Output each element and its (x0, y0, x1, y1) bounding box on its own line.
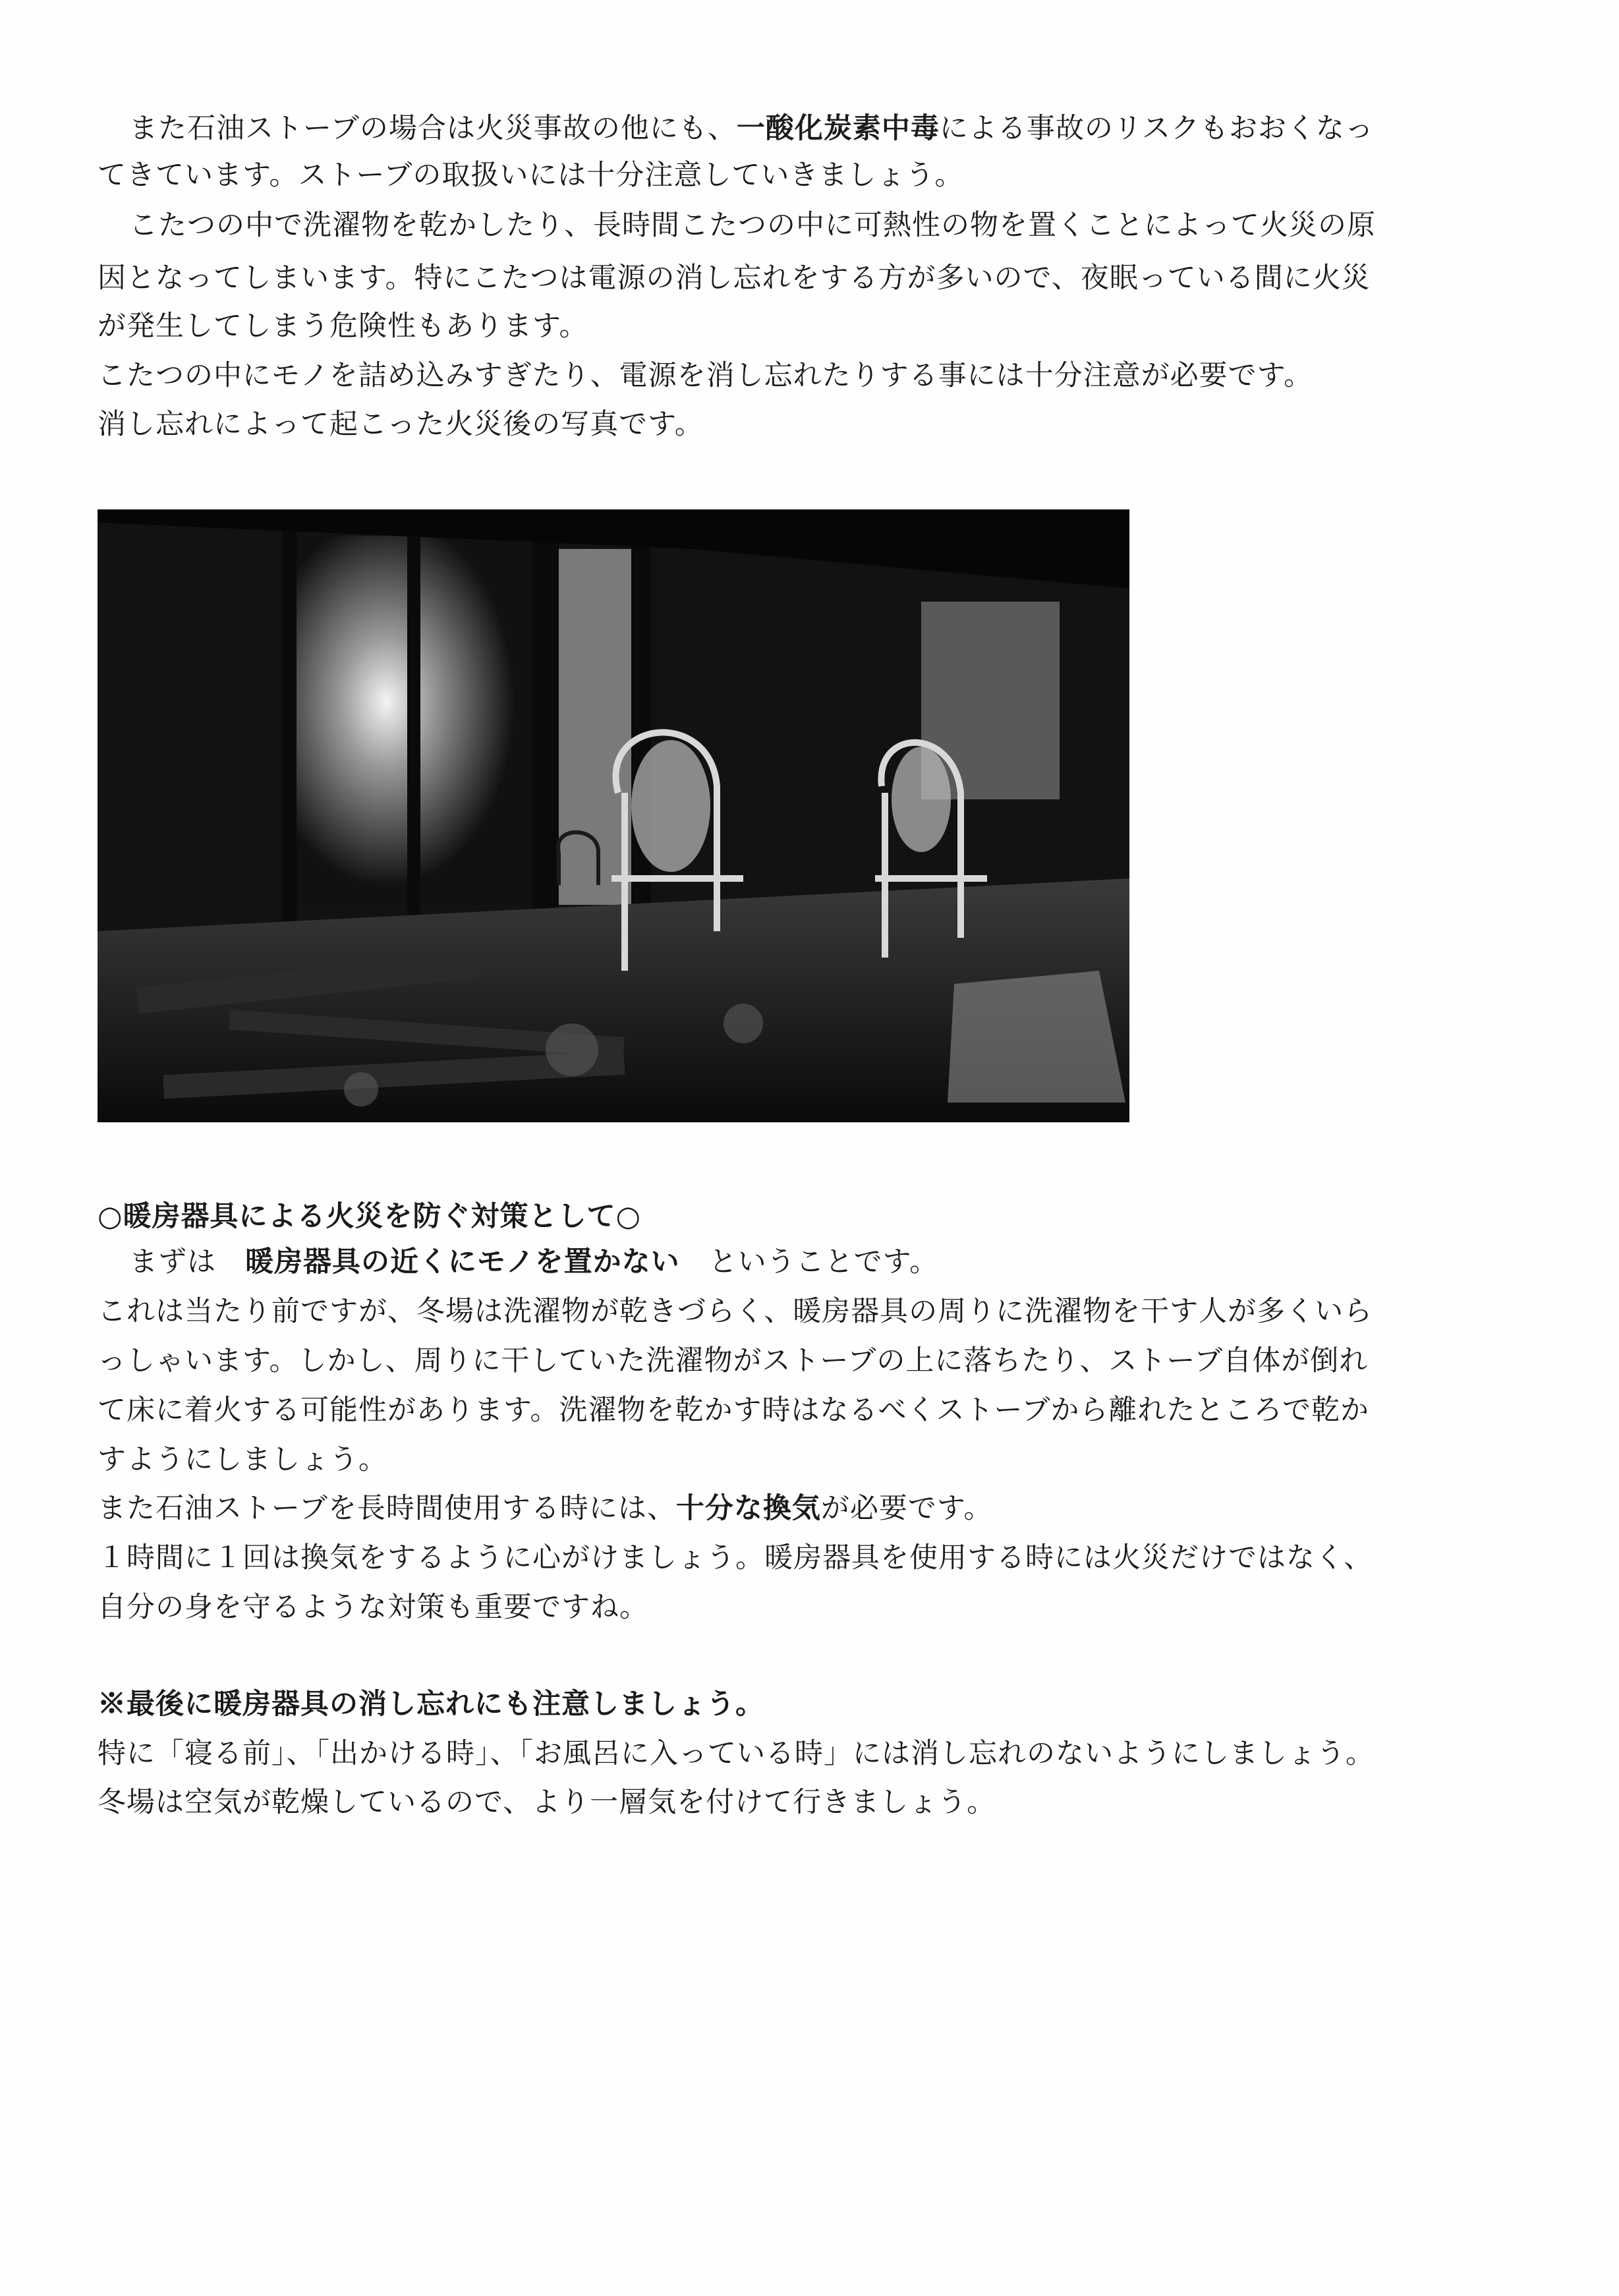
measures-line-6 (98, 1489, 992, 1528)
photo-caption: 消し忘れによって起こった火災後の写真です。 (98, 408, 704, 441)
measures-text: が必要です。 (820, 1492, 993, 1525)
kotatsu-line-3: が発生してしまう危険性もあります。 (98, 310, 588, 343)
measures-text: まずは (129, 1246, 245, 1278)
ventilation-emphasis: 十分な換気 (675, 1492, 821, 1525)
closing-line-1: 特に「寝る前」、「出かける時」、「お風呂に入っている時」には消し忘れのないようにしましょう。 (98, 1737, 1375, 1770)
intro-line-2: てきています。ストーブの取扱いには十分注意していきましょう。 (98, 159, 964, 192)
co-poisoning-emphasis: 一酸化炭素中毒 (736, 112, 940, 145)
measures-line-2: これは当たり前ですが、冬場は洗濯物が乾きづらく、暖房器具の周りに洗濯物を干す人が多くいら (98, 1295, 1373, 1328)
measures-text: また石油ストーブを長時間使用する時には、 (98, 1492, 676, 1525)
measures-text: ということです。 (679, 1246, 939, 1278)
measures-line-4: て床に着火する可能性があります。洗濯物を乾かす時はなるべくストーブから離れたところで乾か (98, 1394, 1369, 1427)
closing-line-2: 冬場は空気が乾燥しているので、より一層気を付けて行きましょう。 (98, 1786, 996, 1819)
measures-line-3: っしゃいます。しかし、周りに干していた洗濯物がストーブの上に落ちたり、ストーブ自体が倒れ (98, 1344, 1369, 1377)
kotatsu-caution-line: こたつの中にモノを詰め込みすぎたり、電源を消し忘れたりする事には十分注意が必要です。 (98, 359, 1313, 392)
keep-away-emphasis: 暖房器具の近くにモノを置かない (245, 1246, 680, 1278)
measures-line-7: １時間に１回は換気をするように心がけましょう。暖房器具を使用する時には火災だけではなく、 (98, 1541, 1373, 1574)
intro-text: また石油ストーブの場合は火災事故の他にも、 (129, 112, 737, 145)
burned-room-image (98, 509, 1129, 1122)
kotatsu-line-2: 因となってしまいます。特にこたつは電源の消し忘れをする方が多いので、夜眠っている間に火災 (98, 262, 1371, 295)
intro-text: による事故のリスクもおおくなっ (939, 112, 1374, 145)
fire-damage-photo (98, 509, 1129, 1122)
closing-heading: ※最後に暖房器具の消し忘れにも注意しましょう。 (98, 1688, 764, 1721)
measures-line-8: 自分の身を守るような対策も重要ですね。 (98, 1591, 648, 1624)
measures-line-1 (129, 1242, 938, 1282)
kotatsu-line-1: こたつの中で洗濯物を乾かしたり、長時間こたつの中に可熱性の物を置くことによって火災の原 (129, 209, 1376, 242)
intro-line-1 (129, 109, 1374, 148)
measures-heading: ○暖房器具による火災を防ぐ対策として○ (98, 1200, 642, 1233)
measures-line-5: すようにしましょう。 (98, 1443, 387, 1476)
